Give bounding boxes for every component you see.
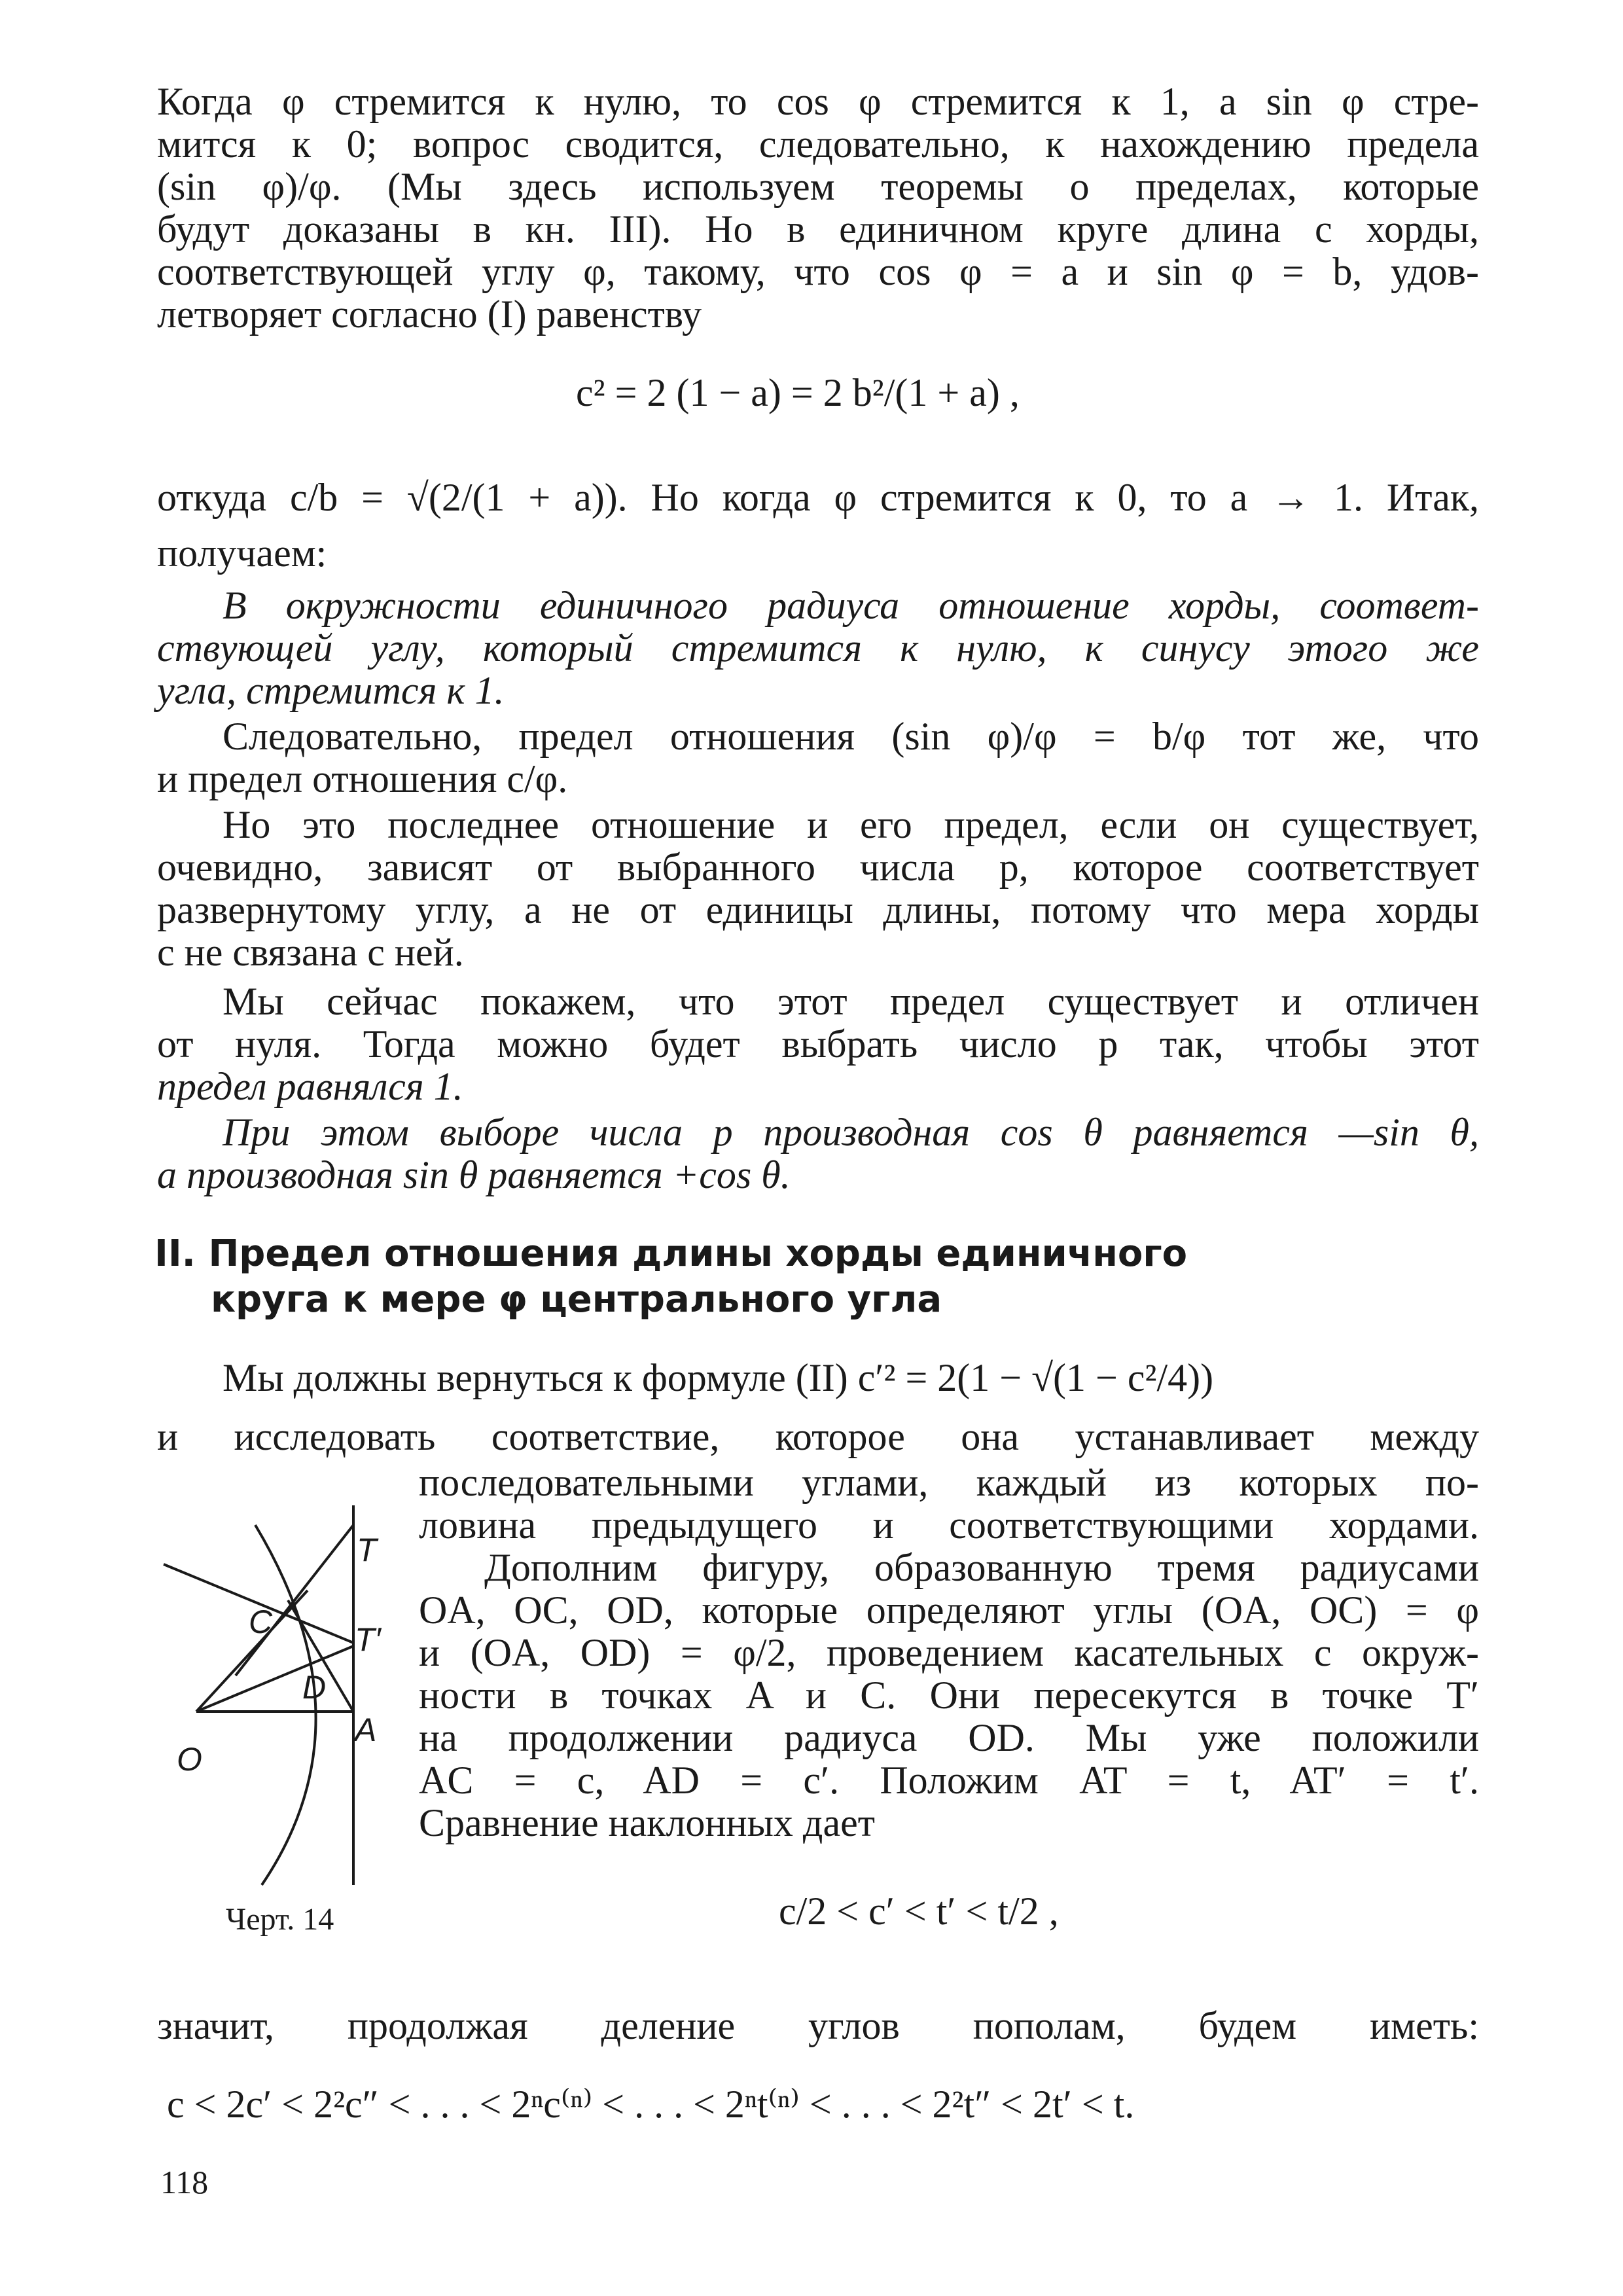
label-t: T [357, 1532, 377, 1568]
para6-line2: и исследовать соответствие, которое она устанавливает между [157, 1415, 1479, 1458]
theorem-line1: В окружности единичного радиуса отношение хорды, соответ- [223, 584, 1479, 627]
para1-line5: соответствующей углу φ, такому, что cos φ = a и sin φ = b, удов- [157, 250, 1479, 293]
line-poluchaem: получаем: [157, 531, 327, 575]
para6-narrow-line6: ности в точках A и C. Они пересекутся в точке T′ [419, 1674, 1479, 1717]
para6-narrow-line3: Дополним фигуру, образованную тремя радиусами [484, 1546, 1479, 1589]
radius-od [196, 1646, 353, 1712]
formula-chain: c < 2c′ < 2²c″ < . . . < 2ⁿc⁽ⁿ⁾ < . . . < 2ⁿt⁽ⁿ⁾ < . . . < 2²t″ < 2t′ < t. [167, 2083, 1135, 2126]
label-o: O [177, 1741, 202, 1778]
label-c: C [249, 1604, 273, 1640]
geometry-figure [157, 1486, 406, 1892]
section-heading-line2: круга к мере φ центрального угла [211, 1278, 942, 1321]
para1-line2: мится к 0; вопрос сводится, следовательно, к нахождению предела [157, 122, 1479, 166]
para1-line1: Когда φ стремится к нулю, то cos φ стремится к 1, а sin φ стре- [157, 80, 1479, 123]
formula-c-squared: c² = 2 (1 − a) = 2 b²/(1 + a) , [576, 371, 1020, 414]
para1-line3: (sin φ)/φ. (Мы здесь используем теоремы о пределах, которые [157, 165, 1479, 208]
line-znachit: значит, продолжая деление углов пополам, будем иметь: [157, 2004, 1479, 2047]
para6-narrow-line4: OA, OC, OD, которые определяют углы (OA, OC) = φ [419, 1588, 1479, 1632]
line-otkuda: откуда c/b = √(2/(1 + a)). Но когда φ стремится к 0, то a → 1. Итак, [157, 476, 1479, 519]
para3-line3: развернутому углу, а не от единицы длины, потому что мера хорды [157, 888, 1479, 931]
section-heading-line1: II. Предел отношения длины хорды единичного [154, 1232, 1188, 1275]
para6-narrow-line5: и (OA, OD) = φ/2, проведением касательных с окруж- [419, 1631, 1479, 1674]
formula-inequality: c/2 < c′ < t′ < t/2 , [779, 1890, 1059, 1933]
para6-narrow-line1: последовательными углами, каждый из которых по- [419, 1461, 1479, 1504]
para6-narrow-line2: ловина предыдущего и соответствующими хордами. [419, 1503, 1479, 1547]
para6-narrow-line7: на продолжении радиуса OD. Мы уже положили [419, 1716, 1479, 1759]
para6-narrow-line8: AC = c, AD = c′. Положим AT = t, AT′ = t′. [419, 1759, 1479, 1802]
para2-line1: Следовательно, предел отношения (sin φ)/φ = b/φ тот же, что [223, 715, 1479, 758]
label-d: D [302, 1669, 327, 1706]
figure-caption: Черт. 14 [226, 1902, 334, 1937]
para4-line2: от нуля. Тогда можно будет выбрать число p так, чтобы этот [157, 1022, 1479, 1066]
label-a: A [355, 1712, 377, 1748]
para3-line2: очевидно, зависят от выбранного числа p, которое соответствует [157, 846, 1479, 889]
theorem-line2: ствующей углу, который стремится к нулю, к синусу этого же [157, 626, 1479, 670]
para2-line2: и предел отношения c/φ. [157, 757, 568, 800]
para3-line1: Но это последнее отношение и его предел, если он существует, [223, 803, 1479, 846]
para6-line1: Мы должны вернуться к формуле (II) c′² = 2(1 − √(1 − c²/4)) [223, 1356, 1214, 1399]
para6-narrow-line9: Сравнение наклонных дает [419, 1801, 875, 1844]
theorem-line3: угла, стремится к 1. [157, 669, 505, 712]
para4-line3: предел равнялся 1. [157, 1065, 463, 1108]
para5-line2: а производная sin θ равняется +cos θ. [157, 1153, 791, 1196]
label-t-prime: T′ [355, 1621, 381, 1658]
para3-line4: c не связана с ней. [157, 931, 464, 974]
para4-line1: Мы сейчас покажем, что этот предел существует и отличен [223, 980, 1479, 1023]
para1-line4: будут доказаны в кн. III). Но в единичном круге длина c хорды, [157, 207, 1479, 251]
para5-line1: При этом выборе числа p производная cos θ равняется —sin θ, [223, 1111, 1479, 1154]
page-number: 118 [160, 2164, 209, 2200]
para1-line6: летворяет согласно (I) равенству [157, 293, 702, 336]
